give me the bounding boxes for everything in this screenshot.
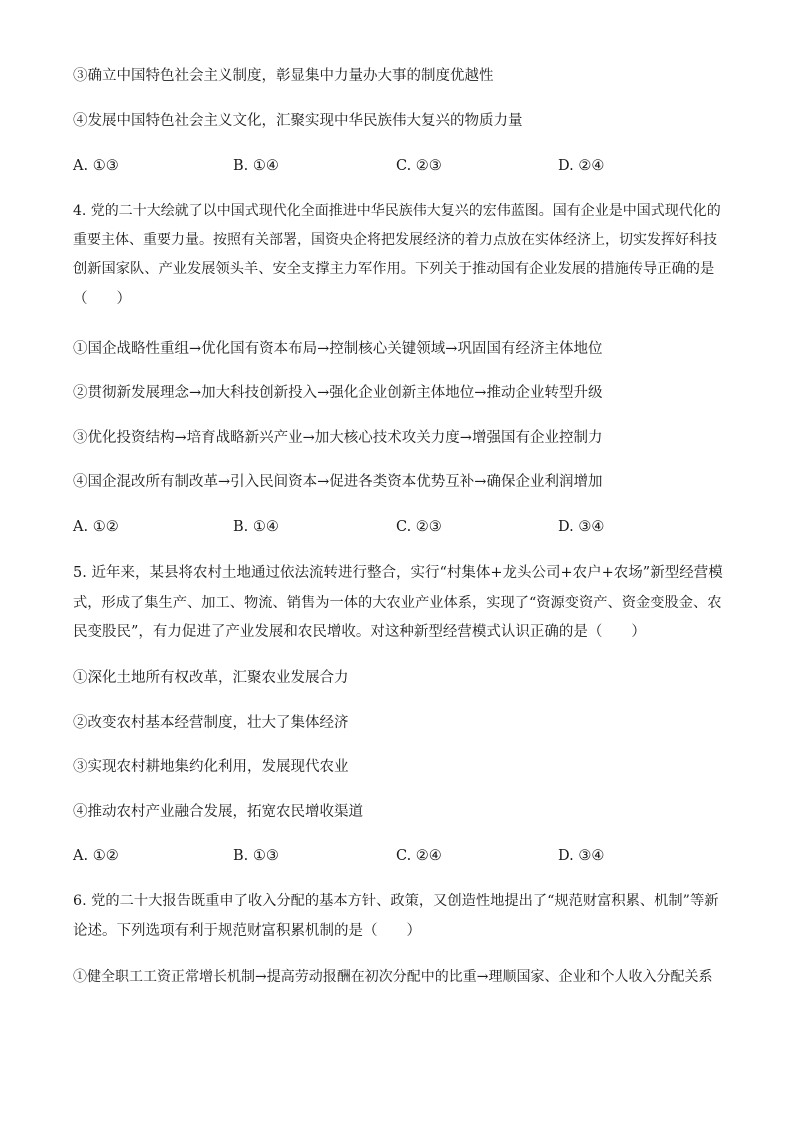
q4-item-4: ④国企混改所有制改革→引入民间资本→促进各类资本优势互补→确保企业利润增加 xyxy=(73,474,603,490)
q4-item-1: ①国企战略性重组→优化国有资本布局→控制核心关键领域→巩固国有经济主体地位 xyxy=(73,341,603,357)
q5-item-3: ③实现农村耕地集约化利用，发展现代农业 xyxy=(73,759,349,775)
q5-item-2: ②改变农村基本经营制度，壮大了集体经济 xyxy=(73,715,349,731)
q6-stem-line-1: 6. 党的二十大报告既重申了收入分配的基本方针、政策，又创造性地提出了“规范财富积累、机制”等新 xyxy=(73,893,719,909)
q5-stem-line-2: 式，形成了集生产、加工、物流、销售为一体的大农业产业体系，实现了“资源变资产、资金变股金、农 xyxy=(73,595,722,611)
q6-stem-line-2: 论述。下列选项有利于规范财富积累机制的是（ ） xyxy=(73,923,421,939)
q3-option-d: D. ②④ xyxy=(558,158,605,174)
q4-option-d: D. ③④ xyxy=(558,519,605,535)
q3-option-a: A. ①③ xyxy=(73,158,119,174)
q4-option-b: B. ①④ xyxy=(233,519,279,535)
q4-stem-line-4: （ ） xyxy=(73,291,131,307)
q3-option-c: C. ②③ xyxy=(396,158,442,174)
q4-stem-line-1: 4. 党的二十大绘就了以中国式现代化全面推进中华民族伟大复兴的宏伟蓝图。国有企业是中国式现代化的 xyxy=(73,203,721,219)
q4-option-c: C. ②③ xyxy=(396,519,442,535)
q5-item-1: ①深化土地所有权改革，汇聚农业发展合力 xyxy=(73,670,349,686)
q3-item-3: ③确立中国特色社会主义制度，彰显集中力量办大事的制度优越性 xyxy=(73,68,494,84)
q4-item-3: ③优化投资结构→培育战略新兴产业→加大核心技术攻关力度→增强国有企业控制力 xyxy=(73,430,603,446)
q3-item-4: ④发展中国特色社会主义文化，汇聚实现中华民族伟大复兴的物质力量 xyxy=(73,113,523,129)
q6-item-1: ①健全职工工资正常增长机制→提高劳动报酬在初次分配中的比重→理顺国家、企业和个人收入分配关系 xyxy=(73,969,713,985)
q5-option-d: D. ③④ xyxy=(558,848,605,864)
q5-stem-line-3: 民变股民”，有力促进了产业发展和农民增收。对这种新型经营模式认识正确的是（ ） xyxy=(73,624,646,640)
q4-option-a: A. ①② xyxy=(73,519,119,535)
q5-stem-line-1: 5. 近年来，某县将农村土地通过依法流转进行整合，实行“村集体+龙头公司+农户+农场”新型经营模 xyxy=(73,565,723,581)
q4-stem-line-3: 创新国家队、产业发展领头羊、安全支撑主力军作用。下列关于推动国有企业发展的措施传导正确的是 xyxy=(73,261,715,277)
q4-item-2: ②贯彻新发展理念→加大科技创新投入→强化企业创新主体地位→推动企业转型升级 xyxy=(73,385,603,401)
q5-option-c: C. ②④ xyxy=(396,848,442,864)
q5-option-b: B. ①③ xyxy=(233,848,279,864)
q3-option-b: B. ①④ xyxy=(233,158,279,174)
q5-option-a: A. ①② xyxy=(73,848,119,864)
q5-item-4: ④推动农村产业融合发展，拓宽农民增收渠道 xyxy=(73,804,363,820)
q4-stem-line-2: 重要主体、重要力量。按照有关部署，国资央企将把发展经济的着力点放在实体经济上，切实发挥好科技 xyxy=(73,232,717,248)
